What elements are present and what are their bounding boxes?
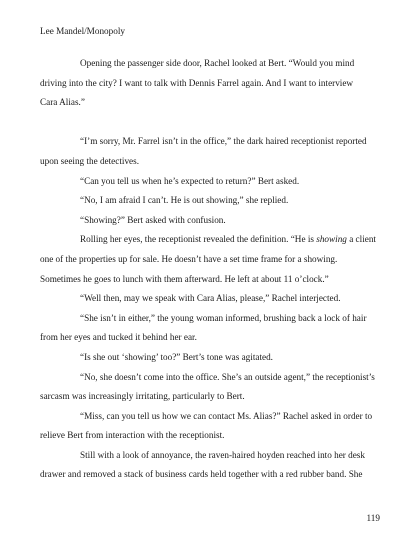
text-line: Sometimes he goes to lunch with them afterward. He left at about 11 o’clock.” (40, 273, 329, 284)
text-line (40, 230, 388, 250)
text-line: “Is she out ‘showing’ too?” Bert’s tone was agitated. (80, 351, 273, 362)
text-line: from her eyes and tucked it behind her ear. (40, 332, 197, 343)
text-line: “She isn’t in either,” the young woman informed, brushing back a lock of hair (80, 312, 367, 323)
text-line: “I’m sorry, Mr. Farrel isn’t in the office,” the dark haired receptionist reported (80, 136, 367, 147)
text-line: one of the properties up for sale. He doesn’t have a set time frame for a showing. (40, 253, 338, 264)
text-line: Opening the passenger side door, Rachel looked at Bert. “Would you mind (80, 58, 355, 68)
text-line: “Showing?” Bert asked with confusion. (80, 214, 226, 225)
running-header: Lee Mandel/Monopoly (40, 26, 125, 36)
text-line: Cara Alias.” (40, 97, 85, 108)
body-text (40, 54, 388, 485)
text-run: Rolling her eyes, the receptionist revealed the definition. “He is (80, 234, 317, 245)
paragraph-gap (40, 113, 388, 133)
text-line: driving into the city? I want to talk with Dennis Farrel again. And I want to interview (40, 77, 354, 88)
text-run: a client (346, 234, 376, 245)
text-line: “Well then, may we speak with Cara Alias, please,” Rachel interjected. (80, 293, 341, 304)
text-line: “No, she doesn’t come into the office. She’s an outside agent,” the receptionist’s (80, 371, 375, 382)
text-line: “Can you tell us when he’s expected to return?” Bert asked. (80, 175, 300, 186)
text-line: sarcasm was increasingly irritating, particularly to Bert. (40, 391, 245, 402)
text-line: “No, I am afraid I can’t. He is out showing,” she replied. (80, 195, 289, 206)
page-number: 119 (366, 513, 380, 523)
text-line: Still with a look of annoyance, the raven-haired hoyden reached into her desk (80, 449, 365, 460)
emphasized-word: showing (316, 234, 347, 245)
text-line: “Miss, can you tell us how we can contact Ms. Alias?” Rachel asked in order to (80, 410, 373, 421)
text-line: relieve Bert from interaction with the receptionist. (40, 430, 225, 441)
text-line: drawer and removed a stack of business cards held together with a red rubber band. She (40, 469, 363, 480)
text-line: upon seeing the detectives. (40, 155, 139, 166)
